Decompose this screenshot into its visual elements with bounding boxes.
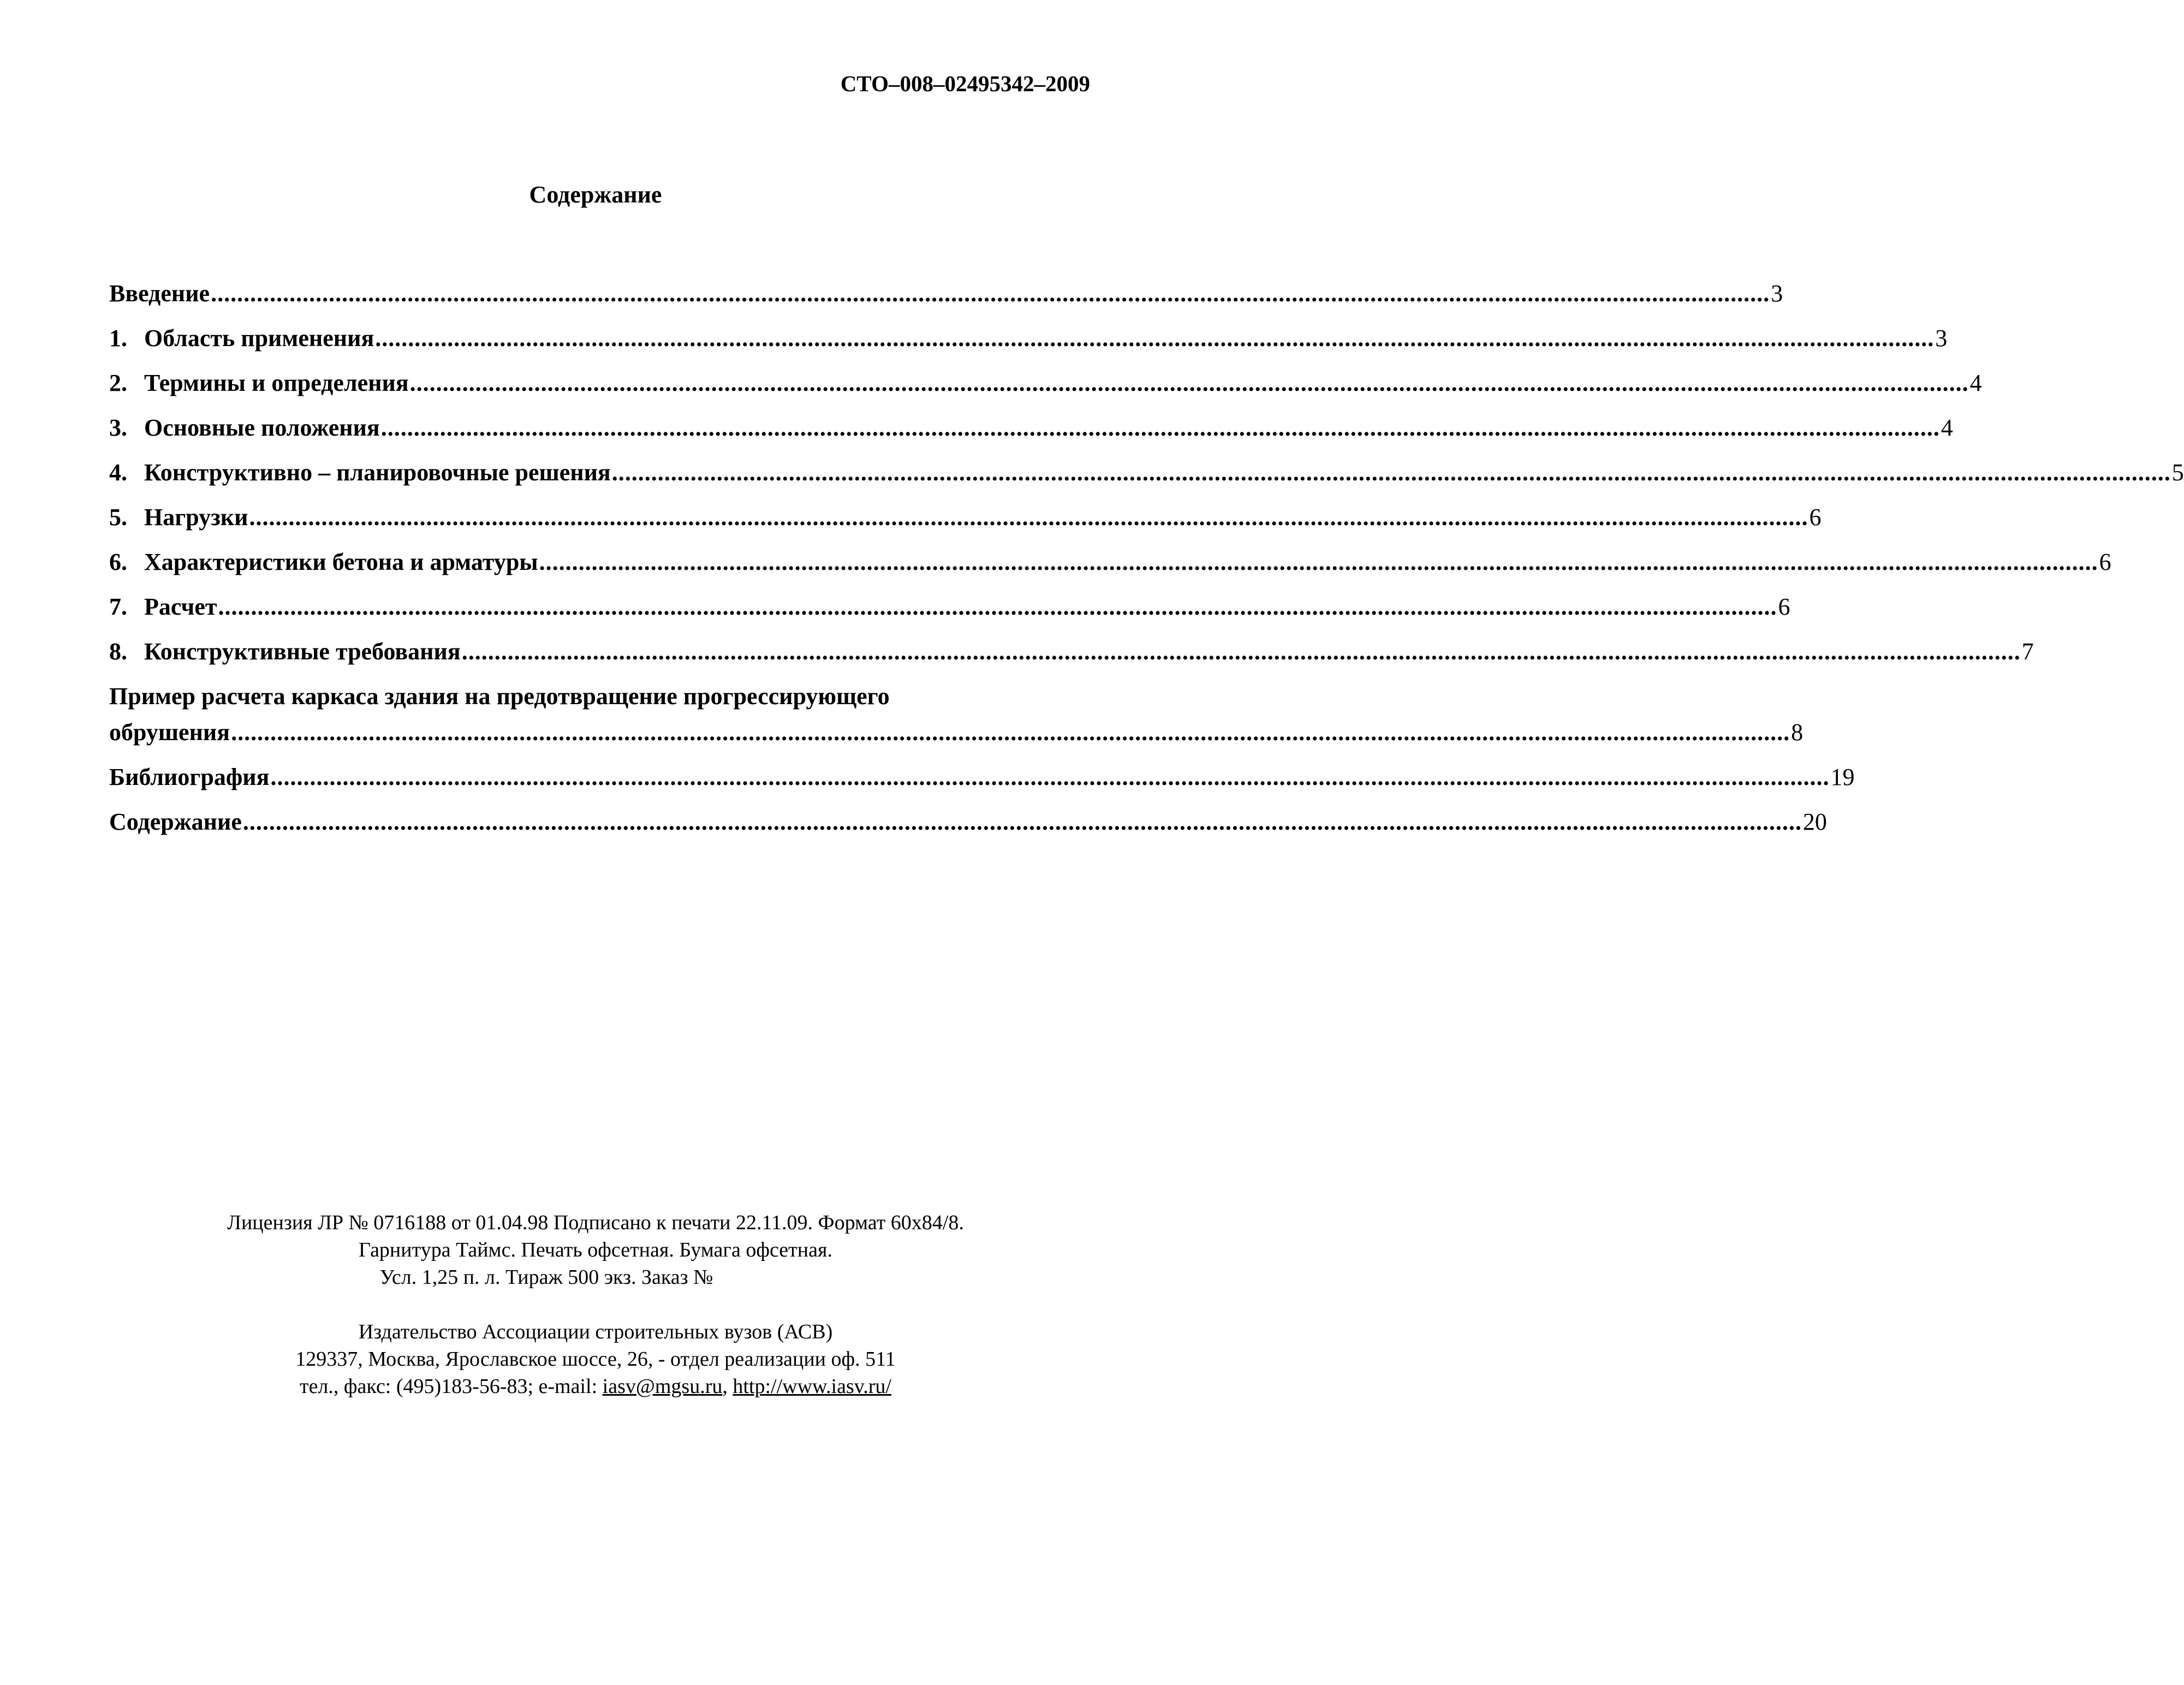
- toc-entry-structural-solutions[interactable]: [109, 457, 2184, 488]
- toc-page-number: 8: [1791, 719, 1804, 746]
- contacts-prefix: тел., факс: (495)183-56-83; e-mail:: [300, 1375, 603, 1398]
- toc-page-number: 4: [1941, 414, 1953, 441]
- toc-leader: ..............................................................................................................................................................................................................................................: [409, 370, 1969, 396]
- table-of-contents: [109, 278, 2184, 852]
- toc-entry-title: Термины и определения: [144, 370, 409, 396]
- toc-page-number: 6: [1809, 504, 1822, 531]
- toc-page-number: 3: [1771, 280, 1783, 307]
- toc-page-number: 5: [2171, 459, 2184, 486]
- toc-entry-title: Основные положения: [144, 414, 380, 441]
- toc-entry-title: Конструктивные требования: [144, 638, 461, 665]
- document-code: СТО–008–02495342–2009: [840, 71, 1090, 96]
- publisher-contacts: [0, 1373, 1191, 1400]
- toc-page-number: 20: [1802, 808, 1827, 835]
- publisher-name: Издательство Ассоциации строительных вузов (АСВ): [358, 1320, 833, 1343]
- publisher-address: 129337, Москва, Ярославское шоссе, 26, - отдел реализации оф. 511: [295, 1348, 896, 1371]
- imprint-typeface-line: Гарнитура Таймс. Печать офсетная. Бумага офсетная.: [359, 1239, 832, 1261]
- toc-page-number: 4: [1969, 370, 1982, 396]
- toc-leader: ..............................................................................................................................................................................................................................................: [461, 638, 2021, 665]
- toc-entry-design-requirements[interactable]: [109, 636, 2034, 667]
- toc-entry-number: 6.: [109, 549, 127, 575]
- imprint-block: [0, 1209, 1191, 1400]
- toc-entry-title: Нагрузки: [144, 504, 248, 531]
- toc-page-number: 7: [2021, 638, 2034, 665]
- toc-page-number: 19: [1830, 764, 1855, 790]
- toc-entry-title-line2: обрушения: [109, 719, 230, 746]
- toc-leader: ..............................................................................................................................................................................................................................................: [539, 549, 2098, 575]
- toc-entry-terms[interactable]: [109, 368, 1982, 398]
- imprint-print-run-line: Усл. 1,25 п. л. Тираж 500 экз. Заказ №: [379, 1266, 713, 1289]
- toc-page-number: 6: [2099, 549, 2111, 575]
- imprint-license-line: Лицензия ЛР № 0716188 от 01.04.98 Подписано к печати 22.11.09. Формат 60х84/8.: [227, 1211, 964, 1234]
- toc-entry-contents[interactable]: [109, 807, 1827, 837]
- toc-entry-title: Содержание: [109, 808, 242, 835]
- toc-page-number: 6: [1778, 593, 1790, 620]
- toc-leader: ..............................................................................................................................................................................................................................................: [380, 414, 1940, 441]
- toc-leader: ..............................................................................................................................................................................................................................................: [270, 764, 1830, 790]
- toc-entry-bibliography[interactable]: [109, 762, 1855, 793]
- toc-entry-materials[interactable]: [109, 547, 2111, 577]
- toc-entry-general-provisions[interactable]: [109, 413, 1953, 443]
- toc-entry-calculation[interactable]: [109, 592, 1790, 622]
- toc-entry-calculation-example[interactable]: [109, 681, 1804, 748]
- toc-page-number: 3: [1935, 325, 1948, 352]
- toc-heading: Содержание: [529, 181, 662, 208]
- toc-entry-loads[interactable]: [109, 502, 1822, 533]
- toc-leader: ..............................................................................................................................................................................................................................................: [211, 280, 1770, 307]
- toc-entry-title: Библиография: [109, 764, 270, 790]
- toc-entry-title-line1: Пример расчета каркаса здания на предотвращение прогрессирующего: [109, 683, 890, 710]
- toc-leader: ..............................................................................................................................................................................................................................................: [249, 504, 1808, 531]
- toc-entry-introduction[interactable]: [109, 278, 1783, 309]
- toc-leader: ..............................................................................................................................................................................................................................................: [231, 719, 1790, 746]
- toc-leader: ..............................................................................................................................................................................................................................................: [375, 325, 1935, 352]
- toc-entry-number: 4.: [109, 459, 127, 486]
- contacts-separator: ,: [722, 1375, 733, 1398]
- website-link[interactable]: http://www.iasv.ru/: [733, 1375, 891, 1398]
- toc-entry-title: Введение: [109, 280, 210, 307]
- toc-entry-title: Область применения: [144, 325, 374, 352]
- toc-entry-number: 2.: [109, 370, 127, 396]
- toc-entry-scope[interactable]: [109, 323, 1948, 354]
- toc-entry-number: 7.: [109, 593, 127, 620]
- toc-leader: ..............................................................................................................................................................................................................................................: [218, 593, 1777, 620]
- toc-entry-number: 1.: [109, 325, 127, 352]
- toc-entry-number: 8.: [109, 638, 127, 665]
- toc-entry-title: Конструктивно – планировочные решения: [144, 459, 611, 486]
- toc-entry-number: 5.: [109, 504, 127, 531]
- toc-entry-title: Характеристики бетона и арматуры: [144, 549, 538, 575]
- toc-leader: ..............................................................................................................................................................................................................................................: [242, 808, 1802, 835]
- toc-leader: ..............................................................................................................................................................................................................................................: [611, 459, 2171, 486]
- email-link[interactable]: iasv@mgsu.ru: [602, 1375, 723, 1398]
- toc-entry-title: Расчет: [144, 593, 217, 620]
- toc-entry-number: 3.: [109, 414, 127, 441]
